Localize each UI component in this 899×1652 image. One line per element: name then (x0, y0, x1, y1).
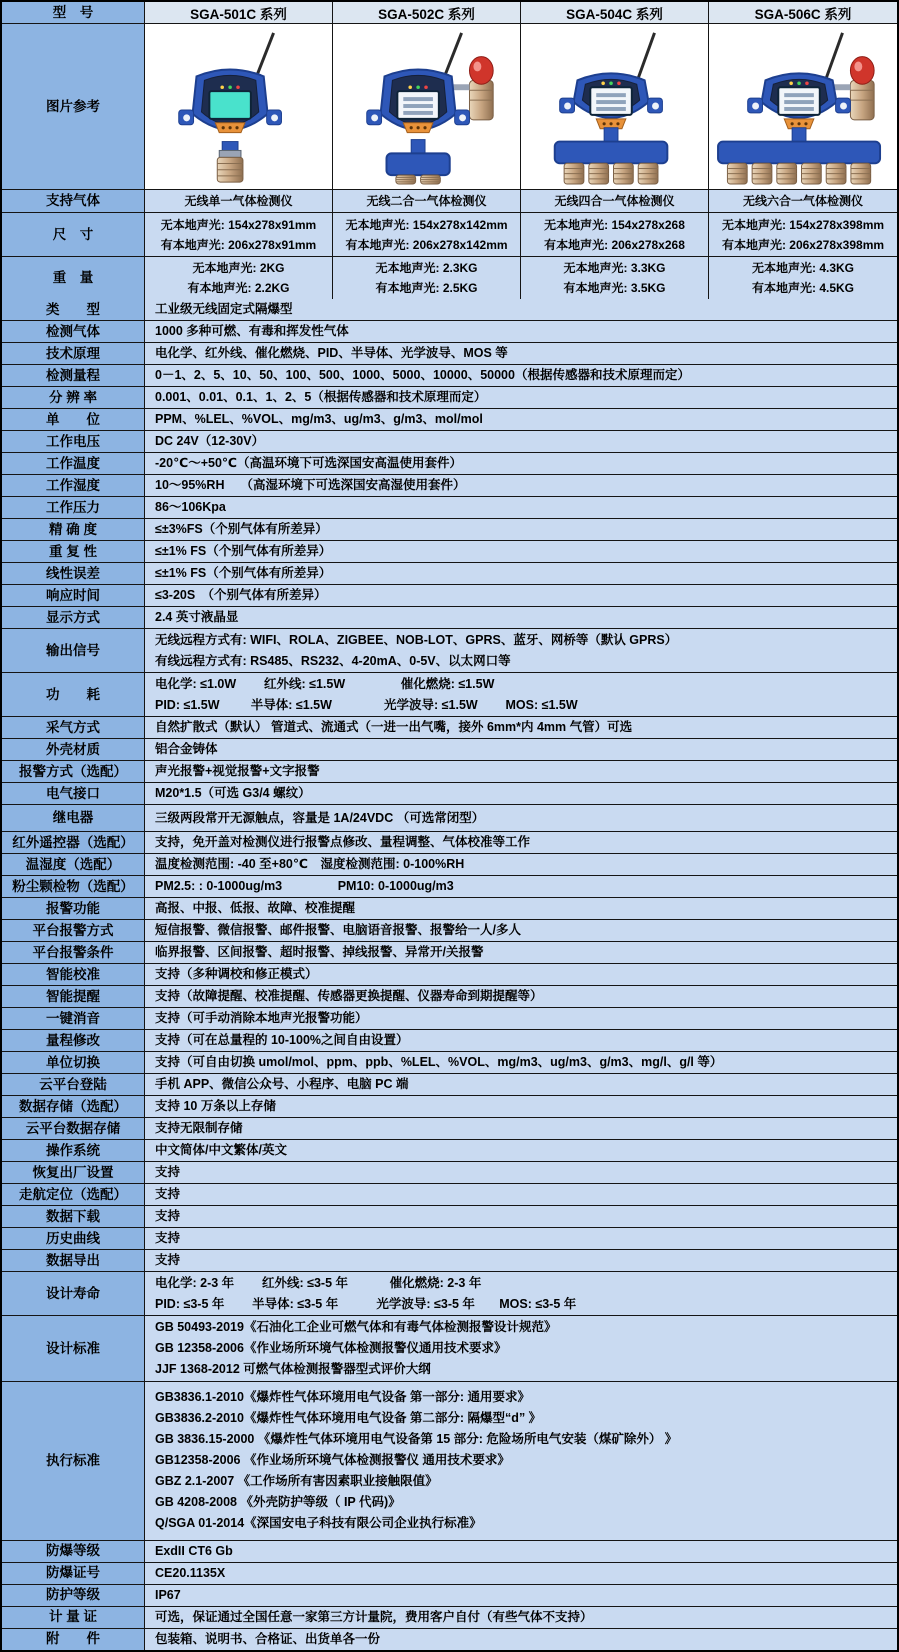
spec-row-11 (2, 519, 897, 541)
spec-row-20 (2, 761, 897, 783)
model-header-1: SGA-501C 系列 (145, 2, 333, 23)
spec-value (145, 1140, 897, 1161)
spec-value (145, 1316, 897, 1381)
spec-value-line: 支持 10 万条以上存储 (155, 1099, 276, 1113)
value-line: 有本地声光: 2.2KG (187, 281, 290, 295)
spec-value-line: PID: ≤3-5 年 半导体: ≤3-5 年 光学波导: ≤3-5 年 MOS: ≤3-5 年 (155, 1296, 577, 1311)
value-line: 无本地声光: 154x278x398mm (721, 217, 885, 232)
spec-row-31 (2, 1008, 897, 1030)
spec-label: 粉尘颗检物（选配） (2, 876, 145, 897)
spec-value-line: 短信报警、微信报警、邮件报警、电脑语音报警、报警给一人/多人 (155, 923, 521, 937)
model-value-cell-4 (709, 190, 897, 212)
spec-label: 数据下载 (2, 1206, 145, 1227)
spec-value (145, 805, 897, 831)
spec-label: 工作温度 (2, 453, 145, 474)
spec-value (145, 832, 897, 853)
spec-row-17 (2, 673, 897, 717)
spec-label: 计 量 证 (2, 1607, 145, 1628)
spec-label: 温湿度（选配） (2, 854, 145, 875)
spec-value-line: GB 4208-2008 《外壳防护等级（ IP 代码)》 (155, 1495, 401, 1510)
spec-row-21 (2, 783, 897, 805)
spec-value-line: ≤±1% FS（个别气体有所差异） (155, 544, 332, 558)
spec-value (145, 1272, 897, 1315)
spec-row-35 (2, 1096, 897, 1118)
spec-value (145, 1382, 897, 1540)
spec-label: 历史曲线 (2, 1228, 145, 1249)
spec-value (145, 629, 897, 672)
spec-row-45 (2, 1382, 897, 1541)
spec-value-line: PPM、%LEL、%VOL、mg/m3、ug/m3、g/m3、mol/mol (155, 412, 483, 426)
spec-row-48 (2, 1585, 897, 1607)
spec-value (145, 1008, 897, 1029)
spec-value-line: ≤3-20S （个别气体有所差异） (155, 588, 327, 602)
spec-label: 恢复出厂设置 (2, 1162, 145, 1183)
spec-label: 技术原理 (2, 343, 145, 364)
model-value-cell-2 (333, 190, 521, 212)
spec-value (145, 343, 897, 364)
spec-value (145, 920, 897, 941)
spec-row-12 (2, 541, 897, 563)
spec-row-14 (2, 585, 897, 607)
spec-value-line: GBZ 2.1-2007 《工作场所有害因素职业接触限值》 (155, 1474, 438, 1489)
spec-row-16 (2, 629, 897, 673)
spec-value-line: 支持（可手动消除本地声光报警功能） (155, 1011, 368, 1025)
spec-row-36 (2, 1118, 897, 1140)
spec-value-line: 支持无限制存储 (155, 1121, 243, 1135)
spec-value (145, 585, 897, 606)
spec-label: 分 辨 率 (2, 387, 145, 408)
value-line: 无本地声光: 154x278x268 (544, 217, 685, 232)
spec-label: 平台报警条件 (2, 942, 145, 963)
image-cell-1 (145, 24, 333, 189)
spec-value-line: 支持，免开盖对检测仪进行报警点修改、量程调整、气体校准等工作 (155, 835, 531, 849)
value-line: 有本地声光: 206x278x268 (544, 237, 685, 252)
spec-label: 外壳材质 (2, 739, 145, 760)
spec-value-line: 支持（故障提醒、校准提醒、传感器更换提醒、仪器寿命到期提醒等） (155, 989, 543, 1003)
spec-row-27 (2, 920, 897, 942)
spec-value-line: 0.001、0.01、0.1、1、2、5（根据传感器和技术原理而定） (155, 390, 487, 404)
model-value-cell-2 (333, 213, 521, 256)
value-line: 无本地声光: 4.3KG (751, 261, 854, 275)
spec-label: 工作压力 (2, 497, 145, 518)
spec-label: 设计标准 (2, 1316, 145, 1381)
value-line: 有本地声光: 206x278x142mm (345, 237, 508, 252)
spec-label: 工作电压 (2, 431, 145, 452)
spec-row-34 (2, 1074, 897, 1096)
spec-value-line: 包装箱、说明书、合格证、出货单各一份 (155, 1631, 381, 1646)
spec-row-40 (2, 1206, 897, 1228)
image-cell-3 (521, 24, 709, 189)
value-line: 无本地声光: 2.3KG (375, 261, 478, 275)
value-line: 有本地声光: 4.5KG (751, 281, 854, 295)
value-line: 无线六合一气体检测仪 (742, 194, 863, 208)
spec-row-42 (2, 1250, 897, 1272)
value-line: 无线单一气体检测仪 (184, 194, 293, 208)
row-label: 重 量 (2, 257, 145, 299)
spec-value (145, 1585, 897, 1606)
spec-value (145, 409, 897, 430)
spec-label: 类 型 (2, 299, 145, 320)
spec-value-line: -20℃～+50℃（高温环境下可选深国安高温使用套件） (155, 456, 463, 470)
spec-label: 单位切换 (2, 1052, 145, 1073)
spec-row-41 (2, 1228, 897, 1250)
spec-value-line: 支持 (155, 1187, 181, 1201)
sga-504c-device-image (526, 25, 704, 188)
value-line: 无线二合一气体检测仪 (366, 194, 487, 208)
spec-label: 检测量程 (2, 365, 145, 386)
spec-row-43 (2, 1272, 897, 1316)
spec-row-30 (2, 986, 897, 1008)
spec-label: 重 复 性 (2, 541, 145, 562)
spec-value (145, 761, 897, 782)
model-headers (145, 2, 897, 23)
spec-label: 线性误差 (2, 563, 145, 584)
spec-value-line: 无线远程方式有: WIFI、ROLA、ZIGBEE、NOB-LOT、GPRS、蓝牙、网桥等（默认 GPRS） (155, 632, 678, 647)
value-line: 无本地声光: 154x278x91mm (160, 217, 317, 232)
spec-value-line: 可选，保证通过全国任意一家第三方计量院，费用客户自付（有些气体不支持） (155, 1609, 593, 1624)
spec-value (145, 321, 897, 342)
spec-value-line: 高报、中报、低报、故障、校准提醒 (155, 901, 356, 915)
spec-value-line: 温度检测范围: -40 至+80℃ 湿度检测范围: 0-100%RH (155, 857, 465, 871)
spec-row-13 (2, 563, 897, 585)
model-value-cell-1 (145, 213, 333, 256)
spec-rows (2, 299, 897, 1650)
spec-row-37 (2, 1140, 897, 1162)
model-header-4: SGA-506C 系列 (709, 2, 897, 23)
sga-501c-device-image (150, 25, 328, 188)
value-line: 无线四合一气体检测仪 (554, 194, 675, 208)
spec-value-line: GB 3836.15-2000 《爆炸性气体环境用电气设备第 15 部分: 危险场所电气安装（煤矿除外） 》 (155, 1432, 678, 1447)
model-header-2: SGA-502C 系列 (333, 2, 521, 23)
spec-value-line: 支持 (155, 1253, 181, 1267)
spec-label: 输出信号 (2, 629, 145, 672)
spec-row-39 (2, 1184, 897, 1206)
spec-label: 继电器 (2, 805, 145, 831)
image-cell-4 (709, 24, 897, 189)
spec-value (145, 942, 897, 963)
spec-label: 数据导出 (2, 1250, 145, 1271)
spec-row-29 (2, 964, 897, 986)
spec-value (145, 1118, 897, 1139)
spec-value-line: DC 24V（12-30V） (155, 434, 265, 448)
spec-value-line: PID: ≤1.5W 半导体: ≤1.5W 光学波导: ≤1.5W MOS: ≤1.5W (155, 697, 578, 712)
image-cells (145, 24, 897, 189)
spec-value-line: 支持 (155, 1209, 181, 1223)
value-line: 有本地声光: 3.5KG (563, 281, 666, 295)
spec-label: 一键消音 (2, 1008, 145, 1029)
spec-value-line: 支持（多种调校和修正模式） (155, 967, 318, 981)
spec-value (145, 1607, 897, 1628)
spec-value (145, 1250, 897, 1271)
model-value-cell-3 (521, 213, 709, 256)
spec-value (145, 607, 897, 628)
spec-row-25 (2, 876, 897, 898)
spec-value-line: 自然扩散式（默认） 管道式、流通式（一进一出气嘴，接外 6mm*内 4mm 气管）可选 (155, 720, 633, 734)
spec-value-line: 86～106Kpa (155, 500, 226, 514)
spec-label: 执行标准 (2, 1382, 145, 1540)
spec-row-3 (2, 343, 897, 365)
spec-label: 设计寿命 (2, 1272, 145, 1315)
spec-value-line: ExdII CT6 Gb (155, 1543, 233, 1558)
spec-value-line: CE20.1135X (155, 1565, 226, 1580)
model-value-cell-1 (145, 190, 333, 212)
spec-value-line: 声光报警+视觉报警+文字报警 (155, 764, 320, 778)
model-header-3: SGA-504C 系列 (521, 2, 709, 23)
spec-value-line: M20*1.5（可选 G3/4 螺纹） (155, 786, 311, 800)
row-label: 尺 寸 (2, 213, 145, 256)
spec-label: 红外遥控器（选配） (2, 832, 145, 853)
spec-row-5 (2, 387, 897, 409)
spec-label: 走航定位（选配） (2, 1184, 145, 1205)
spec-label: 报警方式（选配） (2, 761, 145, 782)
spec-row-24 (2, 854, 897, 876)
spec-row-33 (2, 1052, 897, 1074)
spec-label: 防爆等级 (2, 1541, 145, 1562)
spec-label: 防护等级 (2, 1585, 145, 1606)
spec-value-line: ≤±1% FS（个别气体有所差异） (155, 566, 332, 580)
sga-502c-device-image (338, 25, 516, 188)
spec-label: 工作湿度 (2, 475, 145, 496)
spec-label: 防爆证号 (2, 1563, 145, 1584)
spec-value-line: 铝合金铸体 (155, 742, 218, 756)
spec-row-49 (2, 1607, 897, 1629)
model-row-label: 型 号 (2, 2, 145, 23)
spec-label: 显示方式 (2, 607, 145, 628)
spec-row-50 (2, 1629, 897, 1650)
spec-value-line: 1000 多种可燃、有毒和挥发性气体 (155, 324, 349, 338)
spec-value (145, 1074, 897, 1095)
spec-value (145, 1629, 897, 1650)
spec-label: 平台报警方式 (2, 920, 145, 941)
spec-label: 报警功能 (2, 898, 145, 919)
spec-value-line: Q/SGA 01-2014《深国安电子科技有限公司企业执行标准》 (155, 1516, 482, 1531)
spec-row-8 (2, 453, 897, 475)
spec-value-line: GB12358-2006 《作业场所环境气体检测报警仪 通用技术要求》 (155, 1453, 510, 1468)
spec-value (145, 876, 897, 897)
value-line: 有本地声光: 206x278x91mm (160, 237, 317, 252)
model-data-row-2 (2, 213, 897, 257)
model-data-row-3 (2, 257, 897, 299)
spec-label: 电气接口 (2, 783, 145, 804)
spec-row-2 (2, 321, 897, 343)
spec-label: 量程修改 (2, 1030, 145, 1051)
spec-value-line: 支持 (155, 1231, 181, 1245)
spec-value-line: 有线远程方式有: RS485、RS232、4-20mA、0-5V、以太网口等 (155, 653, 511, 668)
spec-value-line: IP67 (155, 1587, 181, 1602)
spec-value (145, 717, 897, 738)
spec-value-line: 手机 APP、微信公众号、小程序、电脑 PC 端 (155, 1077, 409, 1091)
spec-value-line: GB 50493-2019《石油化工企业可燃气体和有毒气体检测报警设计规范》 (155, 1320, 557, 1334)
model-value-cell-4 (709, 257, 897, 299)
spec-row-15 (2, 607, 897, 629)
spec-label: 采气方式 (2, 717, 145, 738)
spec-value (145, 475, 897, 496)
spec-value (145, 563, 897, 584)
spec-row-9 (2, 475, 897, 497)
spec-value (145, 1206, 897, 1227)
spec-value-line: GB3836.2-2010《爆炸性气体环境用电气设备 第二部分: 隔爆型“d” 》 (155, 1411, 542, 1426)
spec-value (145, 387, 897, 408)
spec-value-line: 临界报警、区间报警、超时报警、掉线报警、异常开/关报警 (155, 945, 484, 959)
spec-value (145, 854, 897, 875)
spec-value (145, 1228, 897, 1249)
spec-value-line: GB3836.1-2010《爆炸性气体环境用电气设备 第一部分: 通用要求》 (155, 1390, 531, 1405)
spec-value (145, 898, 897, 919)
spec-row-26 (2, 898, 897, 920)
spec-value (145, 783, 897, 804)
spec-value (145, 497, 897, 518)
spec-label: 功 耗 (2, 673, 145, 716)
image-row (2, 24, 897, 190)
spec-value-line: 2.4 英寸液晶显 (155, 610, 239, 624)
spec-value (145, 1563, 897, 1584)
spec-row-1 (2, 299, 897, 321)
spec-value-line: 中文简体/中文繁体/英文 (155, 1143, 287, 1157)
spec-value-line: 支持（可在总量程的 10-100%之间自由设置） (155, 1033, 409, 1047)
spec-row-10 (2, 497, 897, 519)
spec-label: 云平台数据存储 (2, 1118, 145, 1139)
spec-value (145, 673, 897, 716)
spec-value (145, 299, 897, 320)
spec-value-line: 工业级无线固定式隔爆型 (155, 302, 293, 316)
spec-row-19 (2, 739, 897, 761)
image-cell-2 (333, 24, 521, 189)
spec-value (145, 986, 897, 1007)
spec-value-line: 0－1、2、5、10、50、100、500、1000、5000、10000、50000（根据传感器和技术原理而定） (155, 368, 690, 382)
spec-row-7 (2, 431, 897, 453)
spec-value-line: GB 12358-2006《作业场所环境气体检测报警仪通用技术要求》 (155, 1341, 507, 1355)
sga-506c-device-image (714, 25, 892, 188)
spec-label: 操作系统 (2, 1140, 145, 1161)
model-header-row (2, 2, 897, 24)
spec-value (145, 1030, 897, 1051)
spec-row-44 (2, 1316, 897, 1382)
spec-row-4 (2, 365, 897, 387)
model-value-cell-3 (521, 190, 709, 212)
spec-value (145, 431, 897, 452)
spec-row-6 (2, 409, 897, 431)
spec-value-line: PM2.5: : 0-1000ug/m3 PM10: 0-1000ug/m3 (155, 879, 454, 893)
spec-value (145, 541, 897, 562)
spec-value (145, 739, 897, 760)
spec-label: 精 确 度 (2, 519, 145, 540)
spec-value (145, 519, 897, 540)
spec-row-47 (2, 1563, 897, 1585)
model-data-row-1 (2, 190, 897, 213)
spec-value-line: 10～95%RH （高湿环境下可选深国安高湿使用套件） (155, 478, 466, 492)
spec-row-46 (2, 1541, 897, 1563)
spec-value (145, 1541, 897, 1562)
spec-label: 云平台登陆 (2, 1074, 145, 1095)
value-line: 有本地声光: 2.5KG (375, 281, 478, 295)
spec-label: 智能校准 (2, 964, 145, 985)
spec-value (145, 365, 897, 386)
spec-value-line: 电化学: ≤1.0W 红外线: ≤1.5W 催化燃烧: ≤1.5W (155, 676, 495, 691)
model-value-cell-3 (521, 257, 709, 299)
spec-row-32 (2, 1030, 897, 1052)
image-row-label: 图片参考 (2, 24, 145, 189)
spec-value-line: 电化学: 2-3 年 红外线: ≤3-5 年 催化燃烧: 2-3 年 (155, 1275, 482, 1290)
spec-value (145, 1052, 897, 1073)
spec-label: 检测气体 (2, 321, 145, 342)
model-value-cell-2 (333, 257, 521, 299)
spec-value (145, 1162, 897, 1183)
row-label: 支持气体 (2, 190, 145, 212)
value-line: 有本地声光: 206x278x398mm (721, 237, 885, 252)
spec-value-line: 支持（可自由切换 umol/mol、ppm、ppb、%LEL、%VOL、mg/m3、ug/m3、g/m3、mg/l、g/l 等） (155, 1055, 723, 1069)
spec-label: 智能提醒 (2, 986, 145, 1007)
spec-row-28 (2, 942, 897, 964)
spec-value-line: ≤±3%FS（个别气体有所差异） (155, 522, 328, 536)
spec-value (145, 453, 897, 474)
value-line: 无本地声光: 154x278x142mm (345, 217, 508, 232)
model-value-cell-4 (709, 213, 897, 256)
spec-row-22 (2, 805, 897, 832)
spec-value-line: 支持 (155, 1165, 181, 1179)
spec-value-line: JJF 1368-2012 可燃气体检测报警器型式评价大纲 (155, 1362, 431, 1376)
spec-value-line: 三级两段常开无源触点，容量是 1A/24VDC （可选常闭型） (155, 810, 485, 825)
spec-value (145, 964, 897, 985)
spec-value-line: 电化学、红外线、催化燃烧、PID、半导体、光学波导、MOS 等 (155, 346, 508, 360)
spec-row-23 (2, 832, 897, 854)
value-line: 无本地声光: 3.3KG (563, 261, 666, 275)
model-value-cell-1 (145, 257, 333, 299)
spec-value (145, 1184, 897, 1205)
spec-row-18 (2, 717, 897, 739)
spec-label: 数据存储（选配） (2, 1096, 145, 1117)
spec-label: 响应时间 (2, 585, 145, 606)
value-line: 无本地声光: 2KG (192, 261, 285, 275)
spec-label: 附 件 (2, 1629, 145, 1650)
per-model-rows (2, 190, 897, 299)
spec-value (145, 1096, 897, 1117)
spec-row-38 (2, 1162, 897, 1184)
spec-label: 单 位 (2, 409, 145, 430)
